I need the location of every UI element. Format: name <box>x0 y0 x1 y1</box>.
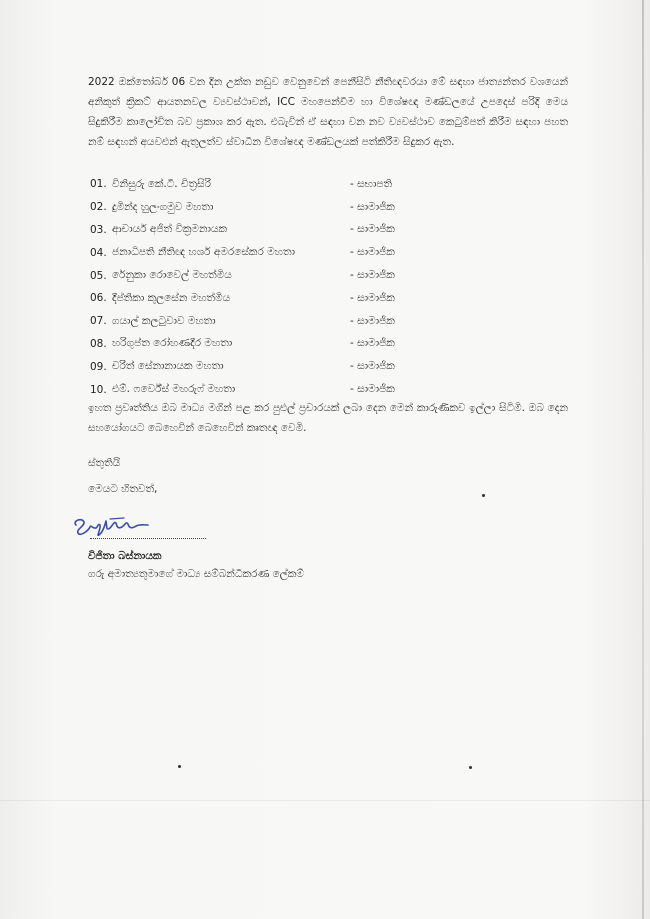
scan-speck <box>469 766 472 769</box>
member-row <box>90 196 510 219</box>
member-name: දුමින්ද හුලංගමුව මහතා <box>112 200 214 213</box>
member-row <box>90 333 510 356</box>
member-name: හරිගුප්ත රෝහණදීර මහතා <box>112 337 233 350</box>
scan-speck <box>178 765 181 768</box>
member-role: - සාමාජික <box>350 246 395 259</box>
signatory-name: විජිතා බස්නායක <box>88 550 162 562</box>
closing-salutation: මෙයට හිතවත්, <box>88 483 158 495</box>
member-row <box>90 264 510 287</box>
handwritten-signature <box>70 513 154 539</box>
member-name: ගයාල් කලටුවාව මහතා <box>112 314 216 327</box>
paper-fold-line <box>0 800 650 801</box>
member-number: 09. <box>90 360 107 373</box>
member-number: 10. <box>90 383 107 396</box>
request-paragraph: ඉහත ප්‍රවෘත්තිය ඔබ මාධ්‍ය මගින් පළ කර පුළුල් ප්‍රචාරයක් ලබා දෙන මෙන් කාරුණිකව ඉල්ලා සිටිමි. ඔබ දෙන සහයෝගයට බෙහෙවින් බෙහෙවින් කෘතඥ වෙමි. <box>88 402 568 434</box>
member-row <box>90 310 510 333</box>
member-name: ජනාධිපති නීතිඥ හර්ශ අමරසේකර මහතා <box>112 246 295 259</box>
member-role: - සභාපති <box>350 177 393 190</box>
member-number: 02. <box>90 201 107 214</box>
member-number: 07. <box>90 315 107 328</box>
thanks-line: ස්තුතියි <box>88 457 121 469</box>
committee-member-list <box>90 173 510 401</box>
member-role: - සාමාජික <box>350 360 395 373</box>
member-row <box>90 219 510 242</box>
member-name: රේනුකා රොවෙල් මහත්මිය <box>112 269 232 282</box>
member-number: 04. <box>90 246 107 259</box>
member-role: - සාමාජික <box>350 337 395 350</box>
signature-line <box>90 538 206 539</box>
member-number: 03. <box>90 223 107 236</box>
intro-paragraph: 2022 ඔක්තෝබර් 06 වන දින උක්ත නඩුව වෙනුවෙන් පෙනීසිටි නීතිඥවරයා මේ සඳහා ජාත්‍යන්තර වශයෙන් අනිකුත් ක්‍රිකට් ආයතනවල ව්‍යවස්ථාවන්, ICC මහපෙන්වීම හා විශේෂඥ මණ්ඩලයේ උපදෙස් පරිදි මෙය සිදුකිරීම කාලෝචිත බව ප්‍රකාශ කර ඇත. එබැවින් ඒ සඳහා වන නව ව්‍යවස්ථාව කෙටුම්පත් කිරීම සඳහා පහත නම් සඳහන් අයවළුන් ඇතුලත්ව ස්වාධීන විශේෂඥ මණ්ඩලයක් පත්කිරීම සිදුකර ඇත. <box>88 76 568 148</box>
member-row <box>90 355 510 378</box>
member-role: - සාමාජික <box>350 291 395 304</box>
member-name: එම්. ෆර්වේස් මහරුෆ් මහතා <box>112 383 236 396</box>
member-role: - සාමාජික <box>350 383 395 396</box>
member-row <box>90 287 510 310</box>
member-role: - සාමාජික <box>350 200 395 213</box>
member-role: - සාමාජික <box>350 223 395 236</box>
member-number: 08. <box>90 337 107 350</box>
scan-speck <box>482 494 485 497</box>
member-number: 06. <box>90 292 107 305</box>
member-name: ආචාර්ය අජිත් වික්‍රමනායක <box>112 223 228 236</box>
member-name: දීප්තිකා කුලසේන මහත්මිය <box>112 291 231 304</box>
member-name: චරිත් සේනානායක මහතා <box>112 360 224 373</box>
member-role: - සාමාජික <box>350 314 395 327</box>
member-number: 05. <box>90 269 107 282</box>
member-role: - සාමාජික <box>350 269 395 282</box>
paper-edge-shadow <box>642 0 644 919</box>
member-row <box>90 173 510 196</box>
member-row <box>90 241 510 264</box>
signatory-title: ගරු අමාත්‍යතුමාගේ මාධ්‍ය සම්බන්ධීකරණ ලේකම් <box>88 568 304 580</box>
member-name: විනිසුරු කේ.ටී. චිත්‍රසිරි <box>112 177 211 190</box>
member-number: 01. <box>90 178 107 191</box>
